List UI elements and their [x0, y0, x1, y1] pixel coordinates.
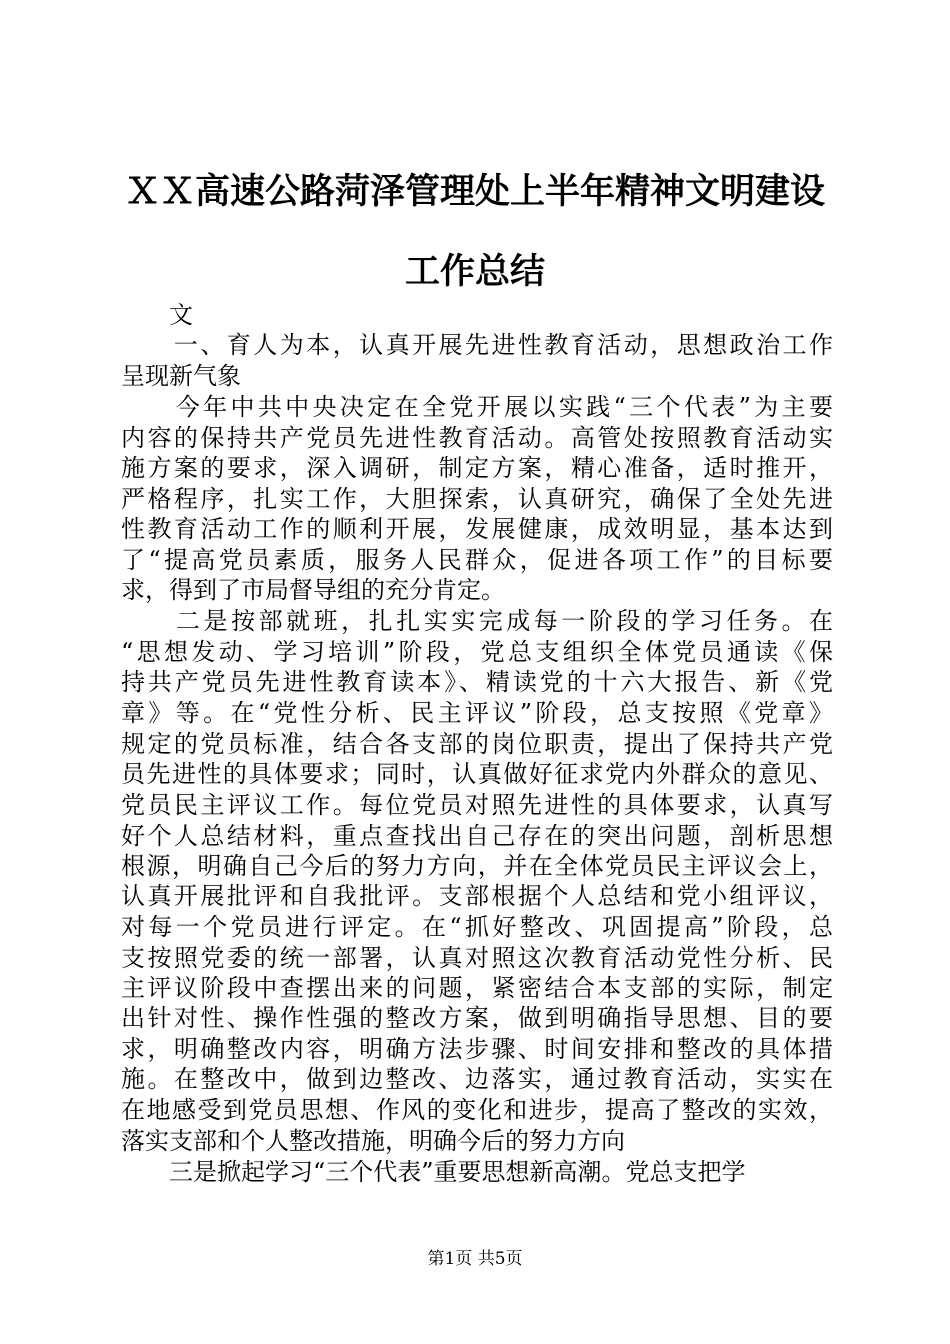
body-line: 对每一个党员进行评定。在“抓好整改、巩固提高”阶段，总 [121, 913, 833, 941]
body-line: 施方案的要求，深入调研，制定方案，精心准备，适时推开， [121, 454, 833, 482]
body-line: 主评议阶段中查摆出来的问题，紧密结合本支部的实际，制定 [121, 974, 833, 1002]
body-line: 党员民主评议工作。每位党员对照先进性的具体要求，认真写 [121, 791, 833, 819]
body-line: 施。在整改中，做到边整改、边落实，通过教育活动，实实在 [121, 1065, 833, 1093]
body-line: 员先进性的具体要求；同时，认真做好征求党内外群众的意见、 [121, 760, 833, 788]
body-line: 支按照党委的统一部署，认真对照这次教育活动党性分析、民 [121, 944, 833, 972]
body-line: 文 [121, 301, 193, 329]
body-line: 在地感受到党员思想、作风的变化和进步，提高了整改的实效， [121, 1096, 833, 1124]
body-line: 呈现新气象 [121, 362, 241, 390]
body-line: 根源，明确自己今后的努力方向，并在全体党员民主评议会上， [121, 852, 833, 880]
document-title-line-2: 工作总结 [404, 251, 545, 292]
body-line: 出针对性、操作性强的整改方案，做到明确指导思想、目的要 [121, 1004, 833, 1032]
body-line: 性教育活动工作的顺利开展，发展健康，成效明显，基本达到 [121, 515, 833, 543]
body-line: 一、育人为本，认真开展先进性教育活动，思想政治工作 [121, 331, 833, 359]
body-line: 认真开展批评和自我批评。支部根据个人总结和党小组评议， [121, 882, 833, 910]
body-line: 规定的党员标准，结合各支部的岗位职责，提出了保持共产党 [121, 730, 833, 758]
body-line: “思想发动、学习培训”阶段，党总支组织全体党员通读《保 [121, 638, 833, 666]
body-line: 好个人总结材料，重点查找出自己存在的突出问题，剖析思想 [121, 822, 833, 850]
document-title-line-1: ＸＸ高速公路菏泽管理处上半年精神文明建设 [124, 171, 825, 212]
body-line: 严格程序，扎实工作，大胆探索，认真研究，确保了全处先进 [121, 485, 833, 513]
page-footer: 第1页 共5页 [427, 1249, 523, 1269]
body-line: 求，得到了市局督导组的充分肯定。 [121, 576, 505, 604]
body-line: 内容的保持共产党员先进性教育活动。高管处按照教育活动实 [121, 424, 833, 452]
body-line: 二是按部就班，扎扎实实完成每一阶段的学习任务。在 [121, 607, 833, 635]
body-line: 落实支部和个人整改措施，明确今后的努力方向 [121, 1127, 625, 1155]
body-line: 了“提高党员素质，服务人民群众，促进各项工作”的目标要 [121, 546, 833, 574]
body-line: 持共产党员先进性教育读本》、精读党的十六大报告、新《党 [121, 668, 833, 696]
body-line: 求，明确整改内容，明确方法步骤、时间安排和整改的具体措 [121, 1035, 833, 1063]
body-line: 今年中共中央决定在全党开展以实践“三个代表”为主要 [121, 393, 833, 421]
body-line: 章》等。在“党性分析、民主评议”阶段，总支按照《党章》 [121, 699, 833, 727]
body-line: 三是掀起学习“三个代表”重要思想新高潮。党总支把学 [121, 1158, 746, 1186]
